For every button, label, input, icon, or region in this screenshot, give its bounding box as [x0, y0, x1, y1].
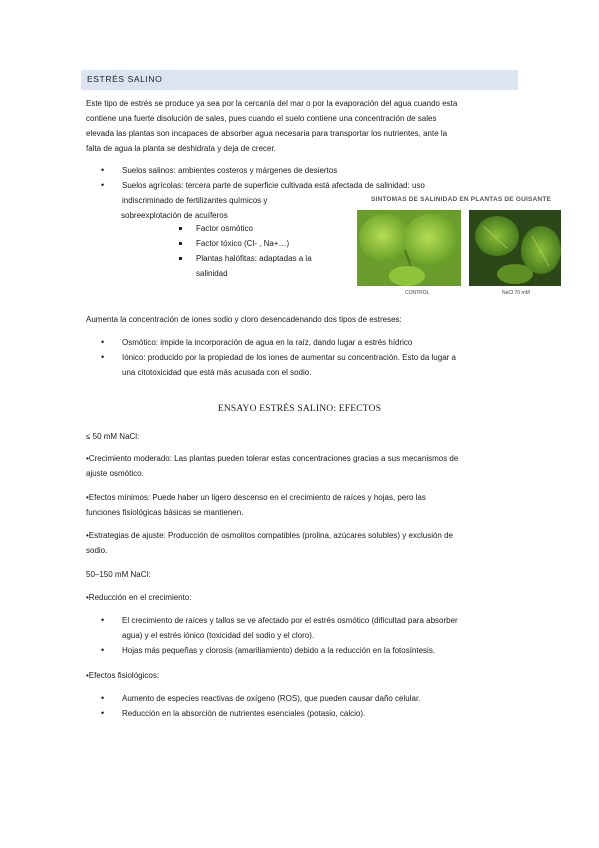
intro-line: falta de agua la planta se deshidrata y deja de crecer. — [86, 144, 276, 153]
sublist-item-osmotic-factor: Factor osmótico — [176, 221, 346, 236]
sublist-item-halophytes: Plantas halófitas: adaptadas a la — [176, 251, 346, 266]
adjustment-strategies-line: •Estrategias de ajuste: Producción de osmolitos compatibles (prolina, azúcares solubles) y exclusión de — [86, 531, 453, 540]
physiological-effects-heading: •Efectos fisiológicos: — [86, 671, 160, 680]
growth-reduction-heading: •Reducción en el crecimiento: — [86, 593, 192, 602]
sublist-item-toxic-factor: Factor tóxico (Cl- , Na+…) — [176, 236, 346, 251]
list-item-saline-soils: • Suelos salinos: ambientes costeros y márgenes de desiertos — [98, 163, 518, 178]
section-header — [81, 70, 518, 90]
pea-leaves-photo — [357, 206, 564, 298]
list-item-chlorosis: • Hojas más pequeñas y clorosis (amarillamiento) debido a la reducción en la fotosíntesis. — [98, 643, 528, 658]
list-item-ionic: • Iónico: producido por la propiedad de los iones de aumentar su concentración. Esto da lugar a — [98, 350, 528, 365]
adjustment-strategies-block — [86, 528, 526, 558]
mid-concentration-heading: 50–150 mM NaCl: — [86, 570, 151, 579]
assay-title: ENSAYO ESTRÉS SALINO: EFECTOS — [217, 404, 382, 414]
minimal-effects-line: •Efectos mínimos: Puede haber un ligero descenso en el crecimiento de raíces y hojas, pero las — [86, 493, 426, 502]
minimal-effects-line: funciones fisiológicas básicas se mantienen. — [86, 508, 244, 517]
intro-line: elevada las plantas son incapaces de absorber agua necesaria para transportar los nutrientes, ante la — [86, 129, 448, 138]
list-item-continuation: sobreexplotación de acuíferos — [121, 211, 228, 220]
list-item-osmotic: • Osmótico: impide la incorporación de agua en la raíz, dando lugar a estrés hídrico — [98, 335, 528, 350]
growth-moderate-line: ajuste osmótico. — [86, 469, 144, 478]
list-item-continuation: agua) y el estrés iónico (toxicidad del sodio y el cloro). — [122, 631, 315, 640]
intro-line: Este tipo de estrés se produce ya sea por la cercanía del mar o por la evaporación del agua cuando esta — [86, 99, 458, 108]
low-concentration-heading: ≤ 50 mM NaCl: — [86, 432, 140, 441]
list-item-ros: • Aumento de especies reactivas de oxígeno (ROS), que pueden causar daño celular. — [98, 691, 528, 706]
list-item-continuation: una citotoxicidad que está más acusada con el sodio. — [122, 368, 312, 377]
growth-moderate-line: •Crecimiento moderado: Las plantas pueden tolerar estas concentraciones gracias a sus mecanismos de — [86, 454, 459, 463]
adjustment-strategies-line: sodio. — [86, 546, 108, 555]
factors-sublist — [176, 221, 346, 281]
growth-moderate-block — [86, 451, 526, 481]
list-item-continuation: indiscriminado de fertilizantes químicos y — [122, 196, 268, 205]
list-item-agricultural-soils: • Suelos agrícolas: tercera parte de superficie cultivada está afectada de salinidad: uso — [98, 178, 518, 193]
minimal-effects-block — [86, 490, 526, 520]
figure-label-nacl: NaCl 70 mM — [502, 290, 530, 296]
list-item-nutrient-absorption: • Reducción en la absorción de nutrientes esenciales (potasio, calcio). — [98, 706, 528, 721]
growth-reduction-list — [98, 613, 528, 658]
figure-label-control: CONTROL — [405, 290, 430, 296]
list-item-roots-stems: • El crecimiento de raíces y tallos se ve afectado por el estrés osmótico (dificultad para absorber — [98, 613, 528, 628]
control-leaf-right — [403, 214, 459, 266]
figure-title: SINTOMAS DE SALINIDAD EN PLANTAS DE GUISANTE — [370, 196, 552, 203]
sublist-continuation: salinidad — [196, 269, 228, 278]
stress-intro: Aumenta la concentración de iones sodio y cloro desencadenando dos tipos de estreses: — [86, 315, 402, 324]
intro-line: contiene una fuerte disolución de sales, pues cuando el suelo contiene una concentración de sales — [86, 114, 437, 123]
section-title: ESTRÉS SALINO — [87, 74, 163, 84]
stress-types-list — [98, 335, 528, 380]
pea-salinity-figure — [357, 206, 564, 298]
physiological-effects-list — [98, 691, 528, 721]
intro-paragraph — [86, 96, 526, 156]
nacl-leaf-left — [475, 216, 519, 256]
